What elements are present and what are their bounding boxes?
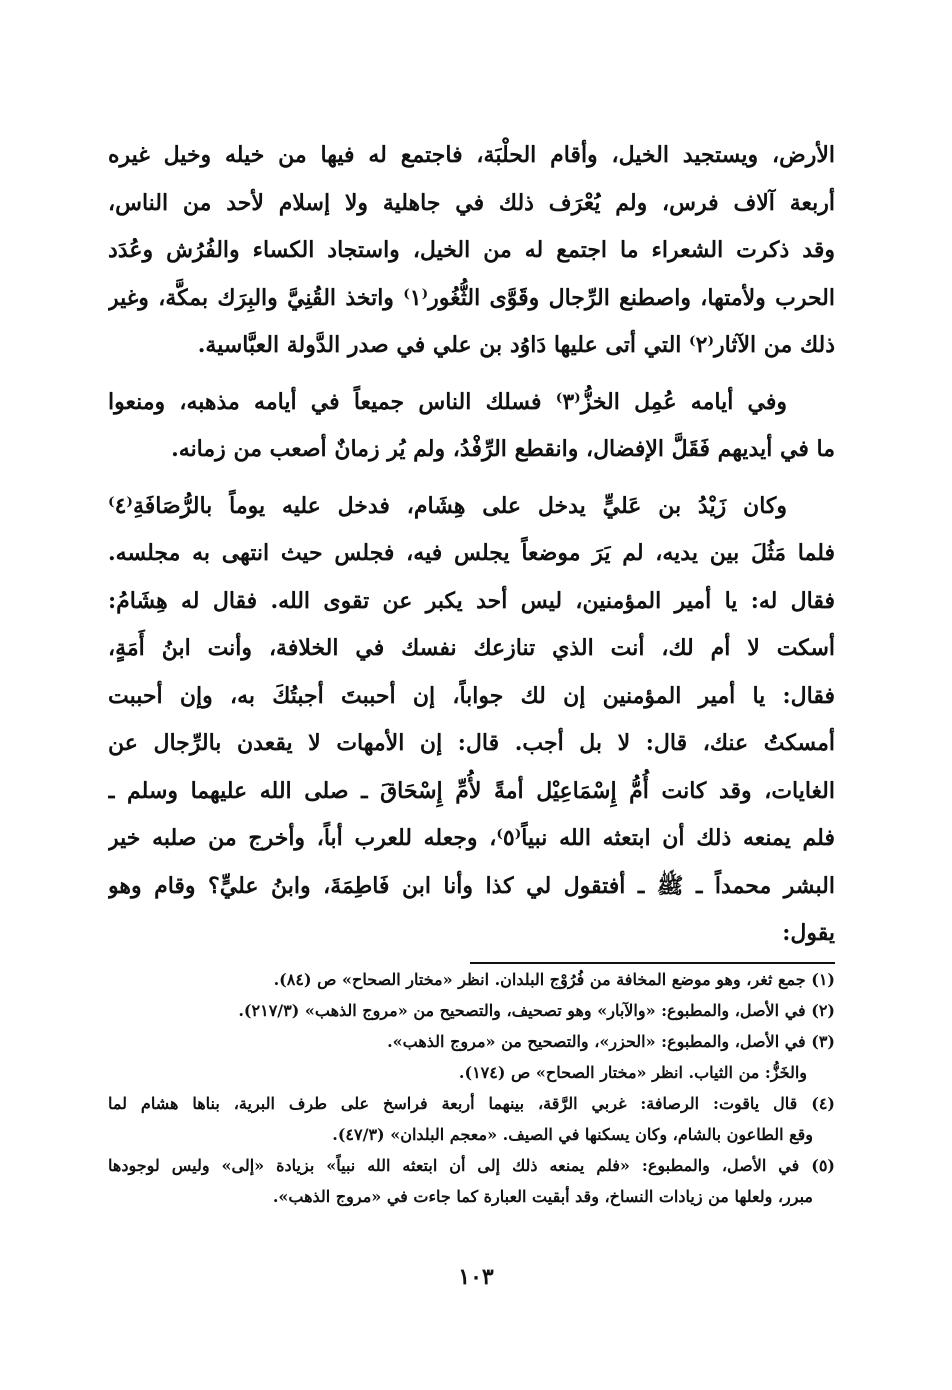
text-line: أسكت لا أم لك، أنت الذي تنازعك نفسك في الخلافة، وأنت ابنُ أَمَةٍ، [108,635,835,661]
footnote-line: والخَزُّ: من الثياب. انظر «مختار الصحاح» ص (١٧٤). [458,1063,807,1082]
text-line: الحرب ولأمتها، واصطنع الرِّجال وقَوَّى الثُّغُور⁽١⁾ واتخذ القُنِيَّ والبِرَك بمكَّة، وغير [108,284,835,311]
footnote-line: (٥) في الأصل، والمطبوع: «فلم يمنعه ذلك إلى أن ابتعثه الله نبياً» بزيادة «إلى» وليس لوجودها [108,1156,835,1175]
text-line: ما في أيديهم فَقَلَّ الإفضال، وانقطع الرِّفْدُ، ولم يُر زمانٌ أصعب من زمانه. [171,436,835,462]
paragraph-gap [108,370,835,379]
footnotes-block [108,964,835,1212]
text-line: أمسكتُ عنك، قال: لا بل أجب. قال: إن الأمهات لا يقعدن بالرِّجال عن [108,730,835,756]
text-line: وفي أيامه عُمِل الخزُّ⁽٣⁾ فسلك الناس جميعاً في أيامه مذهبه، ومنعوا [108,388,788,415]
footnote-line: (٤) قال ياقوت: الرصافة: غربي الرَّقة، بينهما أربعة فراسخ على طرف البرية، بناها هشام لما [108,1094,835,1113]
footnote-line: (١) جمع ثغر، وهو موضع المخافة من فُرُوْج البلدان. انظر «مختار الصحاح» ص (٨٤). [273,970,835,989]
footnote-line: (٣) في الأصل، والمطبوع: «الحزر»، والتصحيح من «مروج الذهب». [387,1032,835,1051]
text-line: يقول: [782,920,835,946]
footnote-line: وقع الطاعون بالشام، وكان يسكنها في الصيف. «معجم البلدان» (٤٧/٣). [332,1125,813,1144]
main-text-block [108,132,835,958]
text-line: ذلك من الآثار⁽٢⁾ التي أتى عليها دَاوُد بن علي في صدر الدَّولة العبَّاسية. [197,332,835,358]
text-line: الأرض، ويستجيد الخيل، وأقام الحلْبَة، فاجتمع له فيها من خيله وخيل غيره [108,142,835,168]
footnote-line: مبرر، ولعلها من زيادات النساخ، وقد أبقيت العبارة كما جاءت في «مروج الذهب». [272,1187,813,1206]
text-line: فقال له: يا أمير المؤمنين، ليس أحد يكبر عن تقوى الله. فقال له هِشَامُ: [108,587,835,614]
text-line: وقد ذكرت الشعراء ما اجتمع له من الخيل، واستجاد الكساء والفُرُش وعُدَد [108,237,835,263]
text-line: أربعة آلاف فرس، ولم يُعْرَف ذلك في جاهلية ولا إسلام لأحد من الناس، [108,189,835,216]
footnote-line: (٢) في الأصل، والمطبوع: «والآبار» وهو تصحيف، والتصحيح من «مروج الذهب» (٢١٧/٣). [238,1001,835,1020]
text-line: الغايات، وقد كانت أُمُّ إِسْمَاعِيْل أمةً لأُمِّ إِسْحَاقَ ـ صلى الله عليهما وسلم ـ [108,777,835,804]
paragraph-gap [108,474,835,483]
text-line: وكان زَيْدُ بن عَليٍّ يدخل على هِشَام، فدخل عليه يوماً بالرُّصَافَةِ⁽٤⁾ [108,492,787,519]
text-line: فقال: يا أمير المؤمنين إن لك جواباً، إن أحببتَ أجبتُكَ به، وإن أحببت [108,682,835,709]
text-line: فلم يمنعه ذلك أن ابتعثه الله نبياً⁽٥⁾، وجعله للعرب أباً، وأخرج من صلبه خير [108,825,835,851]
text-line: البشر محمداً ـ ﷺ ـ أفتقول لي كذا وأنا ابن فَاطِمَةَ، وابنُ عليٍّ؟ وقام وهو [108,872,835,899]
text-line: فلما مَثُلَ بين يديه، لم يَرَ موضعاً يجلس فيه، فجلس حيث انتهى به مجلسه. [108,540,835,566]
page-number: ١٠٣ [458,1264,494,1290]
